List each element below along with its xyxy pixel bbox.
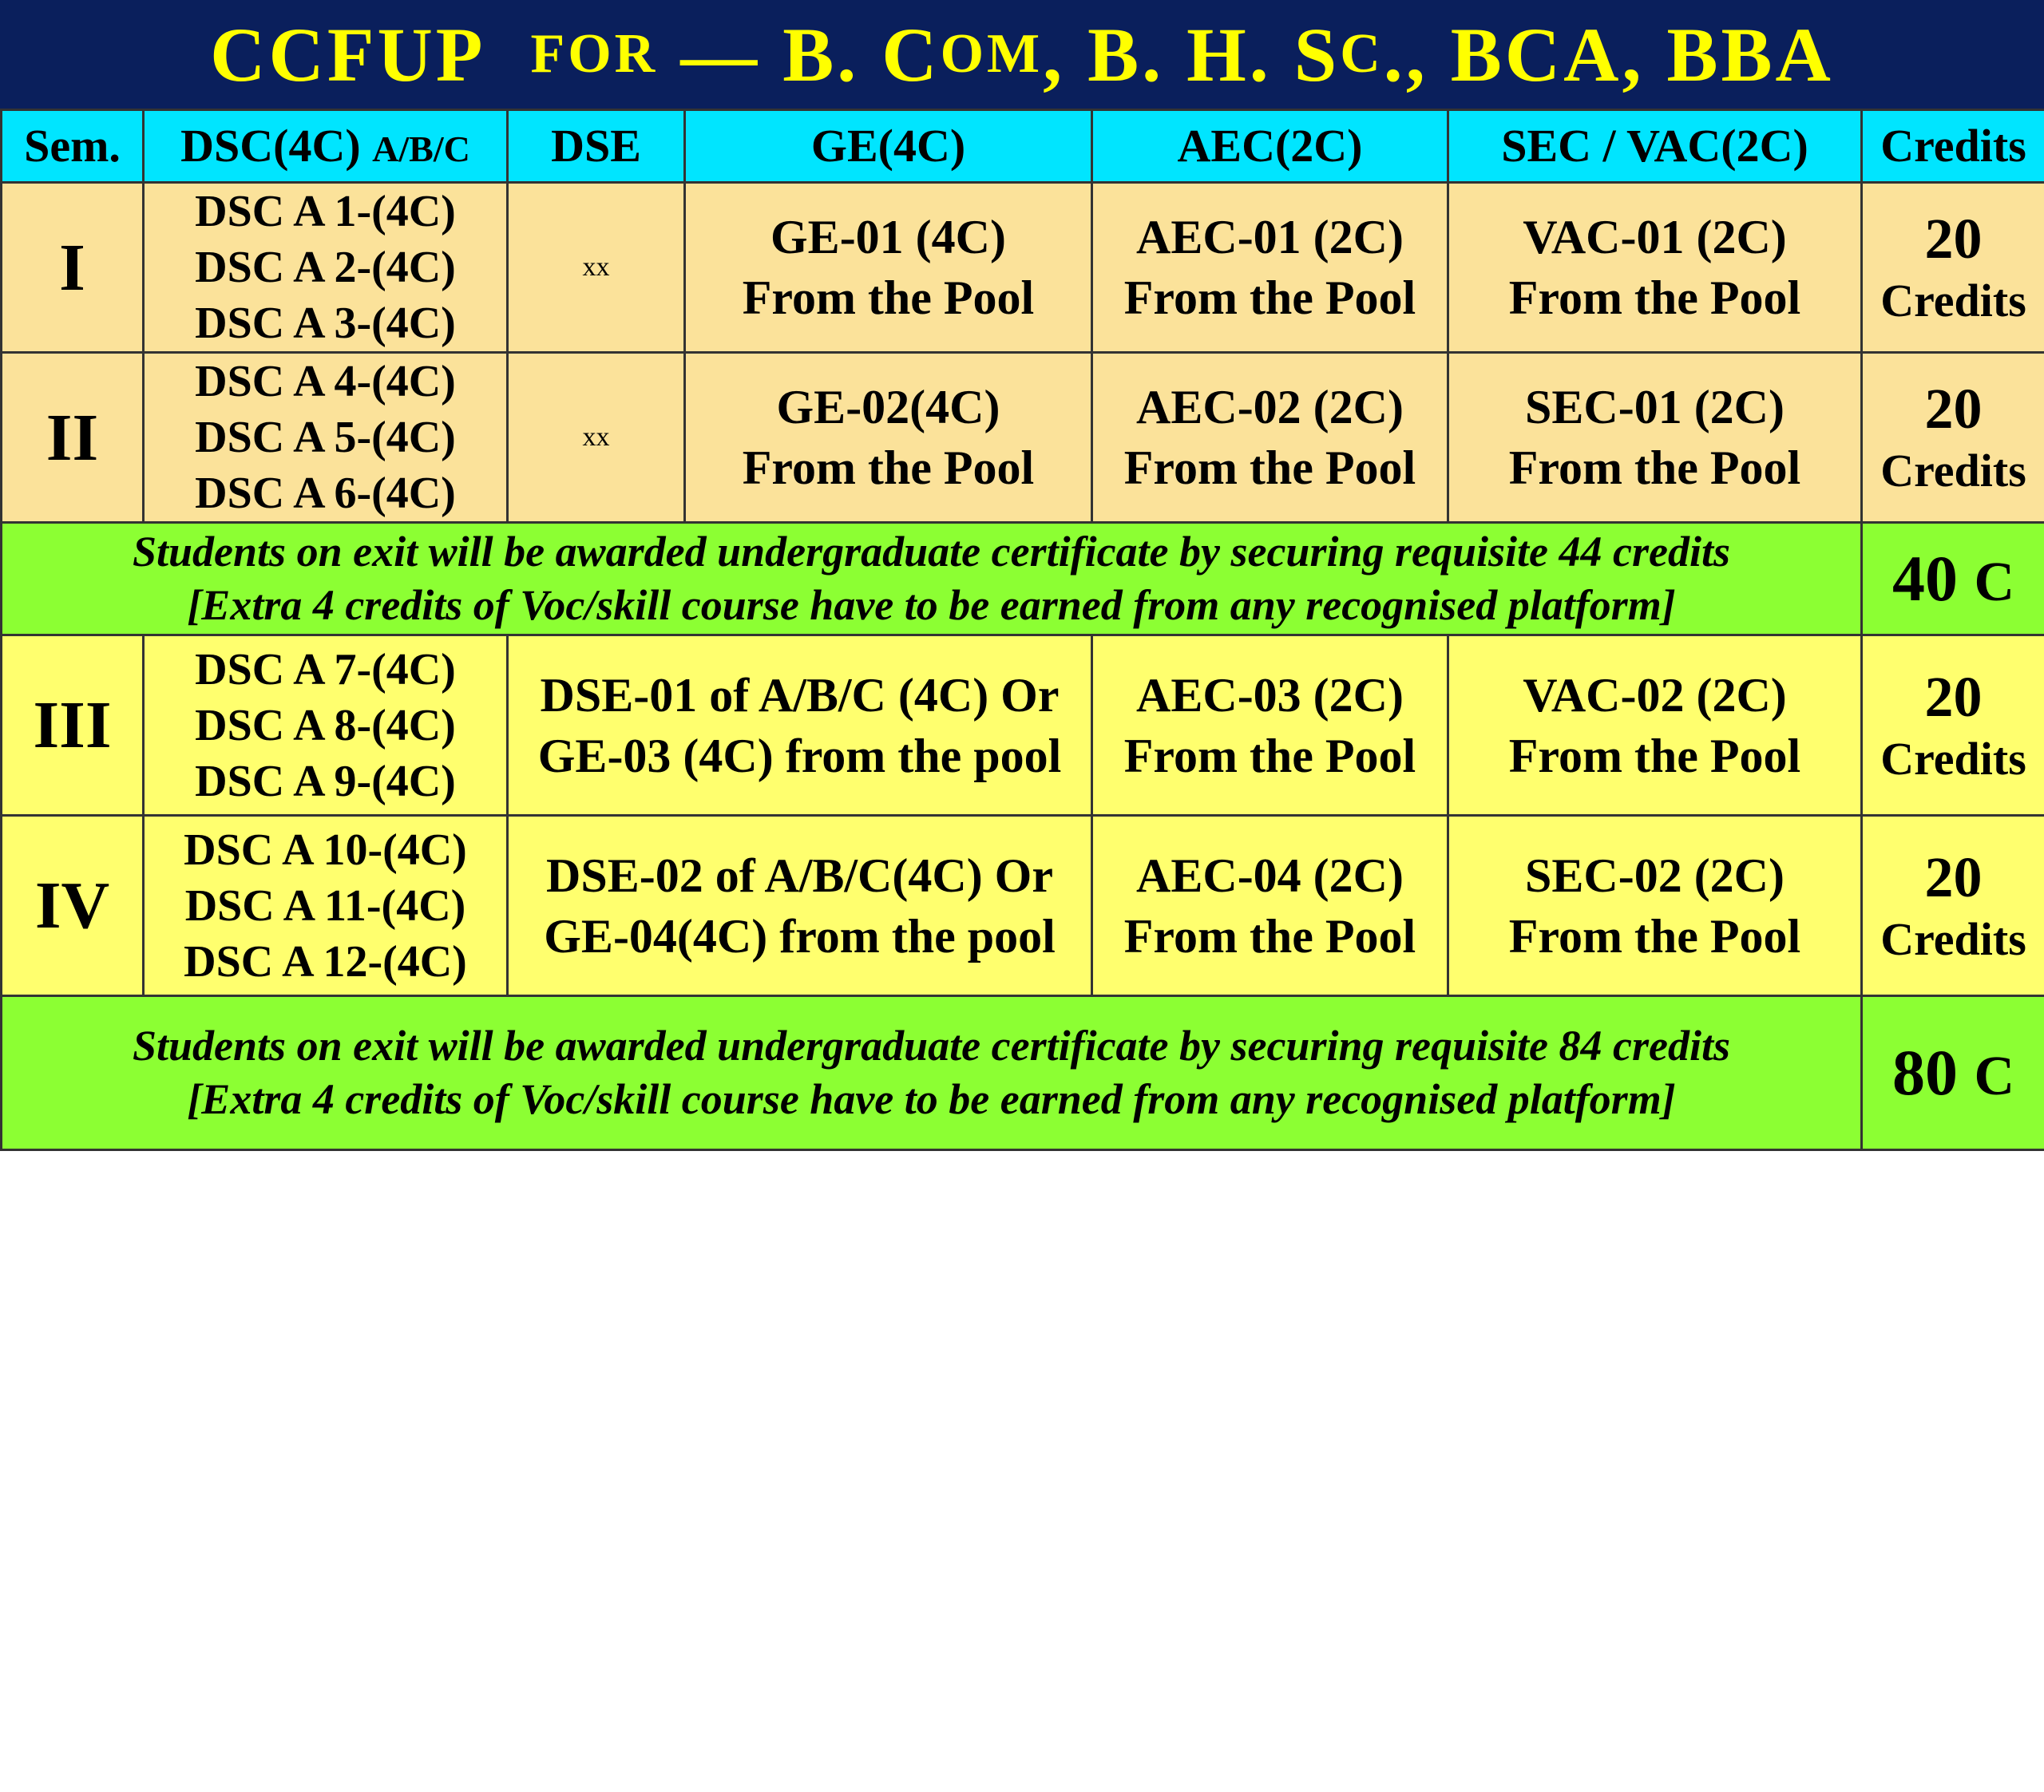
exit-note-line: [Extra 4 credits of Voc/skill course have to be earned from any recognised platform]	[187, 581, 1676, 629]
exit-total	[1862, 996, 2044, 1150]
sec-vac-code: VAC-01 (2C)	[1523, 211, 1787, 263]
dse-cell: xx	[508, 183, 685, 353]
header-sec-vac: SEC / VAC(2C)	[1448, 110, 1862, 183]
header-dsc	[144, 110, 508, 183]
aec-code: AEC-03 (2C)	[1136, 668, 1404, 722]
title-for: FOR	[530, 23, 659, 85]
aec-cell	[1092, 816, 1448, 996]
dsc-course: DSC A 1-(4C)	[195, 187, 456, 236]
exit-total-value: 40	[1891, 541, 1958, 615]
ge-option: GE-04(4C) from the pool	[544, 909, 1056, 963]
ge-option: GE-03 (4C) from the pool	[537, 729, 1062, 782]
sec-vac-source: From the Pool	[1508, 271, 1801, 324]
aec-code: AEC-04 (2C)	[1136, 849, 1404, 902]
credits-value: 20	[1924, 664, 1983, 729]
exit-total-unit: C	[1974, 1045, 2015, 1107]
ge-source: From the Pool	[742, 271, 1035, 324]
exit-note	[2, 523, 1862, 635]
dse-option: DSE-01 of A/B/C (4C) Or	[540, 668, 1060, 722]
title-bhsc-end: C	[1340, 23, 1384, 85]
exit-total-value: 80	[1891, 1035, 1958, 1109]
ge-source: From the Pool	[742, 441, 1035, 494]
aec-source: From the Pool	[1123, 441, 1416, 494]
dsc-course: DSC A 12-(4C)	[184, 936, 467, 987]
sec-vac-code: VAC-02 (2C)	[1523, 668, 1787, 722]
credits-cell	[1862, 353, 2044, 523]
exit-note-line: Students on exit will be awarded undergraduate certificate by securing requisite 44 credits	[132, 527, 1730, 576]
dsc-course: DSC A 9-(4C)	[195, 756, 456, 806]
dsc-course: DSC A 6-(4C)	[195, 469, 456, 518]
title-bcom-end: OM	[940, 23, 1044, 85]
exit-row-2	[2, 996, 2044, 1150]
dsc-course: DSC A 8-(4C)	[195, 700, 456, 750]
ge-cell	[685, 353, 1092, 523]
credits-value: 20	[1924, 377, 1983, 441]
credits-label: Credits	[1880, 912, 2026, 965]
dse-option: DSE-02 of A/B/C(4C) Or	[546, 849, 1053, 902]
credits-value: 20	[1924, 845, 1983, 909]
aec-source: From the Pool	[1123, 271, 1416, 324]
aec-cell	[1092, 183, 1448, 353]
exit-note-line: Students on exit will be awarded undergraduate certificate by securing requisite 84 credits	[132, 1021, 1730, 1070]
semester-row-1	[2, 183, 2044, 353]
aec-cell	[1092, 353, 1448, 523]
sem-label: IV	[2, 816, 144, 996]
dse-ge-cell	[508, 816, 1092, 996]
page-title	[0, 0, 2044, 109]
title-rest: ., BCA, BBA	[1383, 11, 1834, 97]
sem-label: II	[2, 353, 144, 523]
exit-note	[2, 996, 1862, 1150]
header-dsc-suffix: A/B/C	[372, 128, 470, 169]
dse-ge-cell	[508, 635, 1092, 816]
title-ccfup: CCFUP	[210, 11, 486, 97]
title-bcom-start: B. C	[782, 11, 941, 97]
credits-cell	[1862, 816, 2044, 996]
aec-cell	[1092, 635, 1448, 816]
sec-vac-source: From the Pool	[1508, 909, 1801, 963]
header-ge: GE(4C)	[685, 110, 1092, 183]
aec-source: From the Pool	[1123, 729, 1416, 782]
aec-code: AEC-01 (2C)	[1136, 211, 1404, 263]
sem-label: III	[2, 635, 144, 816]
sec-vac-source: From the Pool	[1508, 441, 1801, 494]
dsc-cell	[144, 183, 508, 353]
header-credits: Credits	[1862, 110, 2044, 183]
ge-code: GE-02(4C)	[776, 381, 1000, 433]
sec-vac-code: SEC-01 (2C)	[1525, 381, 1785, 433]
credits-label: Credits	[1880, 275, 2026, 326]
dse-cell: xx	[508, 353, 685, 523]
semester-row-2	[2, 353, 2044, 523]
title-bhsc-start: , B. H. S	[1043, 11, 1341, 97]
sec-vac-cell	[1448, 353, 1862, 523]
header-row	[2, 110, 2044, 183]
dsc-course: DSC A 11-(4C)	[184, 880, 466, 931]
dsc-cell	[144, 816, 508, 996]
semester-row-4	[2, 816, 2044, 996]
exit-total	[1862, 523, 2044, 635]
header-sem: Sem.	[2, 110, 144, 183]
sec-vac-cell	[1448, 635, 1862, 816]
sec-vac-cell	[1448, 183, 1862, 353]
credits-cell	[1862, 635, 2044, 816]
dsc-course: DSC A 10-(4C)	[184, 825, 467, 875]
dsc-course: DSC A 4-(4C)	[195, 357, 456, 406]
sec-vac-source: From the Pool	[1508, 729, 1801, 782]
dsc-course: DSC A 5-(4C)	[195, 413, 456, 462]
exit-row-1	[2, 523, 2044, 635]
credits-label: Credits	[1880, 445, 2026, 496]
sem-label: I	[2, 183, 144, 353]
sec-vac-code: SEC-02 (2C)	[1525, 849, 1785, 902]
dsc-course: DSC A 7-(4C)	[195, 644, 456, 694]
dsc-course: DSC A 2-(4C)	[195, 243, 456, 292]
header-dsc-label: DSC(4C)	[180, 119, 361, 172]
credits-label: Credits	[1880, 732, 2026, 785]
ccfup-table	[0, 109, 2044, 1151]
dsc-course: DSC A 3-(4C)	[195, 299, 456, 348]
credits-value: 20	[1924, 207, 1983, 271]
title-dash: —	[680, 11, 761, 97]
semester-row-3	[2, 635, 2044, 816]
exit-total-unit: C	[1974, 551, 2015, 613]
header-aec: AEC(2C)	[1092, 110, 1448, 183]
credits-cell	[1862, 183, 2044, 353]
exit-note-line: [Extra 4 credits of Voc/skill course have to be earned from any recognised platform]	[187, 1075, 1676, 1123]
sec-vac-cell	[1448, 816, 1862, 996]
ge-cell	[685, 183, 1092, 353]
ge-code: GE-01 (4C)	[770, 211, 1006, 263]
aec-code: AEC-02 (2C)	[1136, 381, 1404, 433]
aec-source: From the Pool	[1123, 909, 1416, 963]
dsc-cell	[144, 353, 508, 523]
dsc-cell	[144, 635, 508, 816]
header-dse: DSE	[508, 110, 685, 183]
